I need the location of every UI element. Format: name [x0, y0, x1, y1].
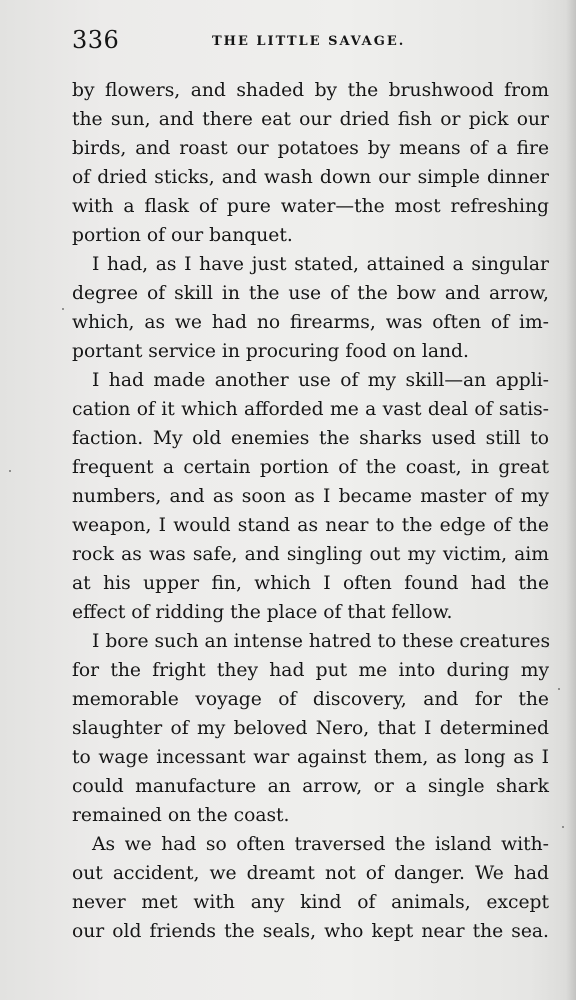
- text-line: slaughter of my beloved Nero, that I determined: [72, 718, 549, 739]
- text-line: cation of it which afforded me a vast deal of satis-: [72, 399, 549, 420]
- paragraph-1: [72, 76, 549, 250]
- ink-speck: [9, 470, 11, 472]
- text-line: rock as was safe, and singling out my victim, aim: [72, 544, 549, 565]
- text-line: frequent a certain portion of the coast, in great: [72, 457, 549, 478]
- text-line: portion of our banquet.: [72, 225, 293, 246]
- paragraph-4: [72, 627, 549, 830]
- page-number: 336: [72, 26, 120, 54]
- text-line: our old friends the seals, who kept near the sea.: [72, 921, 549, 942]
- text-line: remained on the coast.: [72, 805, 290, 826]
- text-line: weapon, I would stand as near to the edge of the: [72, 515, 549, 536]
- ink-speck: [62, 308, 64, 310]
- text-line: I had, as I have just stated, attained a singular: [92, 254, 549, 275]
- text-line: faction. My old enemies the sharks used still to: [72, 428, 549, 449]
- text-line: I had made another use of my skill—an appli-: [92, 370, 549, 391]
- text-line: with a flask of pure water—the most refreshing: [72, 196, 549, 217]
- body-text: [72, 76, 549, 946]
- page-header: [72, 24, 550, 60]
- text-line: numbers, and as soon as I became master of my: [72, 486, 549, 507]
- text-line: could manufacture an arrow, or a single shark: [72, 776, 549, 797]
- ink-speck: [562, 826, 564, 828]
- paragraph-2: [72, 250, 549, 366]
- text-line: never met with any kind of animals, except: [72, 892, 549, 913]
- text-line: the sun, and there eat our dried fish or pick our: [72, 109, 549, 130]
- text-line: As we had so often traversed the island with-: [92, 834, 549, 855]
- text-line: which, as we had no firearms, was often of im-: [72, 312, 549, 333]
- text-line: effect of ridding the place of that fellow.: [72, 602, 453, 623]
- text-line: degree of skill in the use of the bow and arrow,: [72, 283, 549, 304]
- text-line: by flowers, and shaded by the brushwood from: [72, 80, 549, 101]
- text-line: out accident, we dreamt not of danger. We had: [72, 863, 549, 884]
- ink-speck: [558, 688, 560, 690]
- running-head: THE LITTLE SAVAGE.: [212, 34, 406, 49]
- text-line: portant service in procuring food on land.: [72, 341, 469, 362]
- text-line: at his upper fin, which I often found had the: [72, 573, 549, 594]
- text-line: of dried sticks, and wash down our simple dinner: [72, 167, 549, 188]
- paragraph-5: [72, 830, 549, 946]
- page-edge-shadow: [566, 0, 576, 1000]
- text-line: for the fright they had put me into during my: [72, 660, 549, 681]
- text-line: I bore such an intense hatred to these creatures: [92, 631, 551, 652]
- text-line: memorable voyage of discovery, and for the: [72, 689, 549, 710]
- paragraph-3: [72, 366, 549, 627]
- text-line: birds, and roast our potatoes by means of a fire: [72, 138, 549, 159]
- text-line: to wage incessant war against them, as long as I: [72, 747, 549, 768]
